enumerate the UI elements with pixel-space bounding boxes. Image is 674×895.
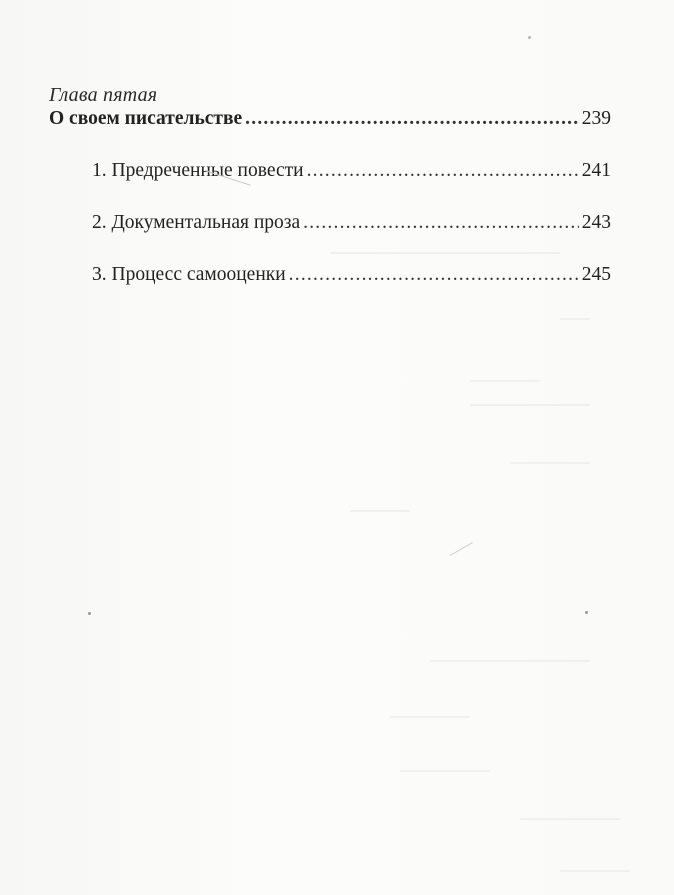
bleed-through-mark (560, 870, 630, 872)
toc-entry-section-2 (92, 212, 611, 234)
toc-entry-section-1 (92, 160, 611, 182)
bleed-through-mark (400, 770, 490, 772)
toc-entry-chapter (49, 108, 611, 130)
bleed-through-mark (430, 660, 590, 662)
toc-entry-page: 243 (581, 212, 611, 233)
toc-entry-title: 2. Документальная проза (92, 212, 301, 233)
paper-speck (585, 611, 588, 614)
bleed-through-mark (350, 510, 410, 512)
toc-entry-page: 239 (581, 108, 611, 129)
bleed-through-mark (330, 252, 560, 254)
paper-speck (88, 612, 91, 615)
toc-entry-page: 245 (581, 264, 611, 285)
bleed-through-mark (510, 462, 590, 464)
toc-entry-title: О своем писательстве (49, 108, 243, 129)
paper-scratch (450, 542, 473, 556)
dot-leader (307, 160, 579, 182)
bleed-through-mark (520, 818, 620, 820)
bleed-through-mark (470, 404, 590, 406)
toc-entry-title: 1. Предреченные повести (92, 160, 304, 181)
bleed-through-mark (560, 318, 590, 320)
dot-leader (289, 264, 579, 286)
toc-entry-section-3 (92, 264, 611, 286)
bleed-through-mark (470, 380, 540, 382)
dot-leader (245, 108, 579, 130)
chapter-label: Глава пятая (49, 84, 158, 106)
bleed-through-mark (390, 716, 470, 718)
toc-entry-page: 241 (581, 160, 611, 181)
dot-leader (303, 212, 579, 234)
toc-entry-title: 3. Процесс самооценки (92, 264, 286, 285)
paper-speck (528, 36, 531, 39)
